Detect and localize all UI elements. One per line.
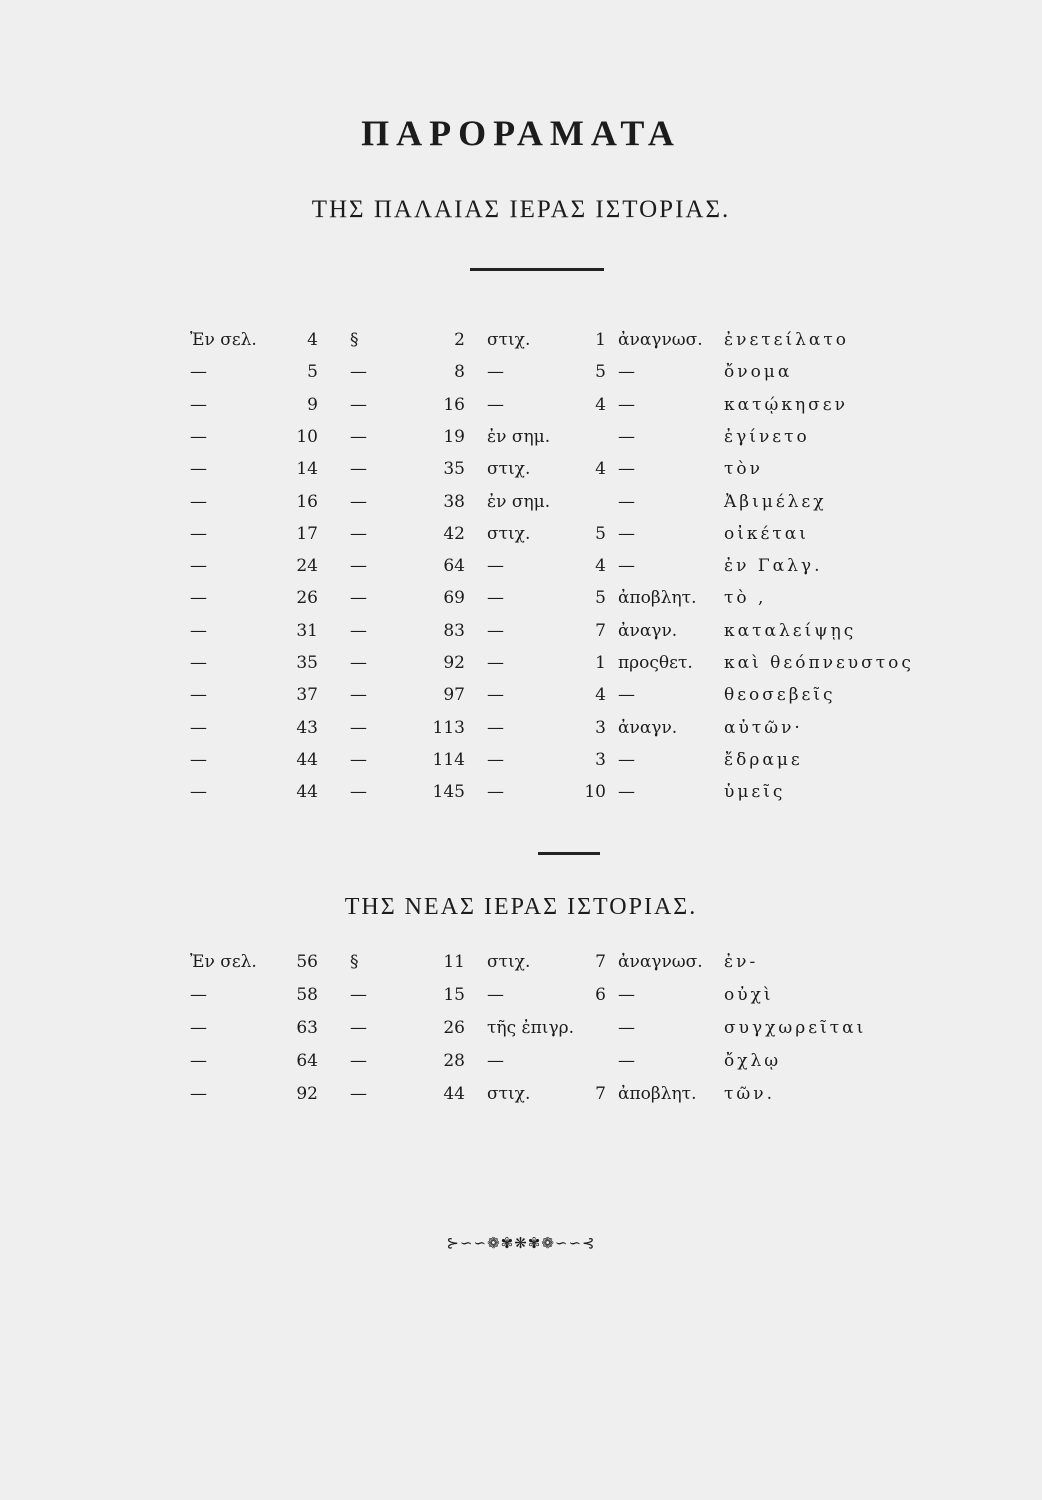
errata-row — [190, 653, 970, 685]
section-number: 145 — [432, 782, 465, 803]
line-unit: — — [487, 985, 504, 1005]
row-prefix: — — [190, 685, 207, 706]
line-number: 10 — [584, 782, 606, 803]
section-mark: — — [350, 362, 367, 383]
line-unit: — — [487, 394, 504, 415]
line-unit: — — [487, 685, 504, 706]
corrected-word: συγχωρεῖται — [724, 1018, 867, 1038]
line-unit: — — [487, 717, 504, 738]
line-unit: στιχ. — [487, 330, 531, 350]
correction-action: — — [618, 459, 635, 480]
section-number: 15 — [443, 985, 465, 1005]
correction-action: — — [618, 1051, 635, 1071]
section-number: 92 — [443, 653, 465, 673]
correction-action: — — [618, 394, 635, 415]
section-mark: — — [350, 491, 367, 512]
line-number: 5 — [595, 523, 606, 544]
page-number: 10 — [296, 426, 318, 447]
section-old-heading: ΤΗΣ ΠΑΛΑΙΑΣ ΙΕΡΑΣ ΙΣΤΟΡΙΑΣ. — [311, 196, 731, 223]
correction-action: — — [618, 685, 635, 706]
line-number: 5 — [595, 588, 606, 609]
row-prefix: — — [190, 1051, 207, 1071]
errata-row — [190, 1051, 970, 1083]
correction-action: — — [618, 523, 635, 544]
corrected-word: κατῴκησεν — [724, 394, 848, 415]
errata-row — [190, 621, 970, 653]
page-number: 35 — [296, 653, 318, 673]
correction-action: — — [618, 1018, 635, 1038]
section-number: 28 — [443, 1051, 465, 1071]
corrected-word: καταλείψῃς — [724, 620, 857, 641]
corrected-word: οἰκέται — [724, 523, 809, 544]
section-mark: § — [350, 330, 359, 350]
errata-row — [190, 524, 970, 556]
line-number: 5 — [595, 362, 606, 383]
page-number: 58 — [296, 985, 318, 1005]
section-mark: — — [350, 782, 367, 803]
page-number: 17 — [296, 523, 318, 544]
corrected-word: θεοσεβεῖς — [724, 685, 836, 706]
section-number: 44 — [443, 1084, 465, 1104]
section-number: 35 — [443, 459, 465, 480]
row-prefix: Ἐν σελ. — [190, 952, 257, 972]
corrected-word: ἐνετείλατο — [724, 330, 850, 350]
page-number: 9 — [307, 394, 318, 415]
section-mark: § — [350, 952, 359, 972]
section-mark: — — [350, 523, 367, 544]
correction-action: — — [618, 362, 635, 383]
errata-row — [190, 362, 970, 394]
page-number: 14 — [296, 459, 318, 480]
errata-row — [190, 750, 970, 782]
page-number: 63 — [296, 1018, 318, 1038]
line-unit: — — [487, 1051, 504, 1071]
row-prefix: — — [190, 749, 207, 770]
corrected-word: τὸ , — [724, 588, 767, 609]
section-mark: — — [350, 426, 367, 447]
line-number: 7 — [595, 1084, 606, 1104]
row-prefix: — — [190, 717, 207, 738]
line-unit: — — [487, 620, 504, 641]
section-divider — [538, 852, 600, 855]
errata-row — [190, 685, 970, 717]
line-number: 1 — [595, 330, 606, 350]
errata-row — [190, 459, 970, 491]
corrected-word: ἐν- — [724, 952, 759, 972]
line-unit: — — [487, 749, 504, 770]
corrected-word: ὄνομα — [724, 362, 793, 383]
errata-row — [190, 1018, 970, 1050]
correction-action: ἀναγνωσ. — [618, 952, 703, 972]
line-unit: — — [487, 588, 504, 609]
section-number: 16 — [443, 394, 465, 415]
line-number: 4 — [595, 556, 606, 577]
line-number: 4 — [595, 685, 606, 706]
row-prefix: — — [190, 426, 207, 447]
line-unit: — — [487, 782, 504, 803]
page-number: 16 — [296, 491, 318, 512]
line-number: 4 — [595, 459, 606, 480]
page-number: 44 — [296, 782, 318, 803]
line-unit: στιχ. — [487, 459, 531, 480]
corrected-word: ὄχλῳ — [724, 1051, 782, 1071]
section-mark: — — [350, 717, 367, 738]
page-number: 44 — [296, 749, 318, 770]
row-prefix: Ἐν σελ. — [190, 330, 257, 350]
correction-action: — — [618, 985, 635, 1005]
page-number: 5 — [307, 362, 318, 383]
corrected-word: καὶ θεόπνευστος — [724, 653, 914, 673]
section-mark: — — [350, 985, 367, 1005]
line-unit: — — [487, 653, 504, 673]
section-mark: — — [350, 588, 367, 609]
line-number: 7 — [595, 620, 606, 641]
section-new-heading: ΤΗΣ ΝΕΑΣ ΙΕΡΑΣ ΙΣΤΟΡΙΑΣ. — [344, 894, 698, 920]
corrected-word: τῶν. — [724, 1084, 776, 1104]
errata-row — [190, 395, 970, 427]
errata-row — [190, 718, 970, 750]
line-unit: ἐν σημ. — [487, 491, 551, 512]
corrected-word: αὐτῶν· — [724, 717, 803, 738]
section-mark: — — [350, 1051, 367, 1071]
corrected-word: Ἀβιμέλεχ — [724, 491, 827, 512]
corrected-word: ἐγίνετο — [724, 426, 810, 447]
correction-action: ἀποβλητ. — [618, 588, 697, 609]
correction-action: — — [618, 782, 635, 803]
line-unit: ἐν σημ. — [487, 426, 551, 447]
section-number: 97 — [443, 685, 465, 706]
row-prefix: — — [190, 491, 207, 512]
row-prefix: — — [190, 1084, 207, 1104]
row-prefix: — — [190, 1018, 207, 1038]
page-number: 92 — [296, 1084, 318, 1104]
section-number: 113 — [432, 717, 465, 738]
row-prefix: — — [190, 782, 207, 803]
line-unit: τῆς ἐπιγρ. — [487, 1018, 575, 1038]
page-number: 4 — [307, 330, 318, 350]
section-number: 69 — [443, 588, 465, 609]
errata-row — [190, 985, 970, 1017]
errata-row — [190, 556, 970, 588]
section-mark: — — [350, 749, 367, 770]
correction-action: προςθετ. — [618, 653, 693, 673]
row-prefix: — — [190, 459, 207, 480]
tailpiece-ornament: ⊱∽∽❁✾❋✾❁∽∽⊰ — [446, 1234, 596, 1252]
section-mark: — — [350, 653, 367, 673]
section-number: 19 — [443, 426, 465, 447]
section-number: 83 — [443, 620, 465, 641]
line-unit: — — [487, 362, 504, 383]
line-number: 7 — [595, 952, 606, 972]
page-number: 37 — [296, 685, 318, 706]
correction-action: ἀποβλητ. — [618, 1084, 697, 1104]
errata-row — [190, 782, 970, 814]
page-number: 24 — [296, 556, 318, 577]
section-number: 114 — [432, 749, 465, 770]
correction-action: — — [618, 556, 635, 577]
errata-row — [190, 492, 970, 524]
line-unit: στιχ. — [487, 952, 531, 972]
row-prefix: — — [190, 523, 207, 544]
correction-action: ἀναγν. — [618, 717, 678, 738]
section-number: 26 — [443, 1018, 465, 1038]
correction-action: — — [618, 749, 635, 770]
row-prefix: — — [190, 588, 207, 609]
section-mark: — — [350, 556, 367, 577]
section-mark: — — [350, 1084, 367, 1104]
section-number: 2 — [454, 330, 465, 350]
page-number: 64 — [296, 1051, 318, 1071]
errata-row — [190, 427, 970, 459]
section-mark: — — [350, 620, 367, 641]
row-prefix: — — [190, 653, 207, 673]
section-number: 8 — [454, 362, 465, 383]
section-number: 42 — [443, 523, 465, 544]
row-prefix: — — [190, 985, 207, 1005]
line-unit: στιχ. — [487, 1084, 531, 1104]
row-prefix: — — [190, 394, 207, 415]
row-prefix: — — [190, 620, 207, 641]
section-mark: — — [350, 685, 367, 706]
section-number: 64 — [443, 556, 465, 577]
title-rule — [470, 268, 604, 271]
section-mark: — — [350, 1018, 367, 1038]
corrected-word: ἔδραμε — [724, 749, 803, 770]
line-number: 3 — [595, 717, 606, 738]
correction-action: — — [618, 491, 635, 512]
line-number: 3 — [595, 749, 606, 770]
page-number: 26 — [296, 588, 318, 609]
section-mark: — — [350, 394, 367, 415]
section-number: 38 — [443, 491, 465, 512]
corrected-word: ὑμεῖς — [724, 782, 786, 803]
correction-action: — — [618, 426, 635, 447]
correction-action: ἀναγνωσ. — [618, 330, 703, 350]
line-number: 1 — [595, 653, 606, 673]
errata-row — [190, 588, 970, 620]
row-prefix: — — [190, 556, 207, 577]
line-unit: στιχ. — [487, 523, 531, 544]
errata-row — [190, 952, 970, 984]
corrected-word: οὐχὶ — [724, 985, 774, 1005]
row-prefix: — — [190, 362, 207, 383]
section-number: 11 — [443, 952, 465, 972]
page-number: 31 — [296, 620, 318, 641]
errata-row — [190, 330, 970, 362]
line-number: 4 — [595, 394, 606, 415]
page-number: 43 — [296, 717, 318, 738]
corrected-word: τὸν — [724, 459, 763, 480]
line-unit: — — [487, 556, 504, 577]
page-title: ΠΑΡΟΡΑΜΑΤΑ — [361, 113, 681, 153]
section-mark: — — [350, 459, 367, 480]
errata-row — [190, 1084, 970, 1116]
correction-action: ἀναγν. — [618, 620, 678, 641]
page-number: 56 — [296, 952, 318, 972]
line-number: 6 — [595, 985, 606, 1005]
corrected-word: ἐν Γαλγ. — [724, 556, 823, 577]
